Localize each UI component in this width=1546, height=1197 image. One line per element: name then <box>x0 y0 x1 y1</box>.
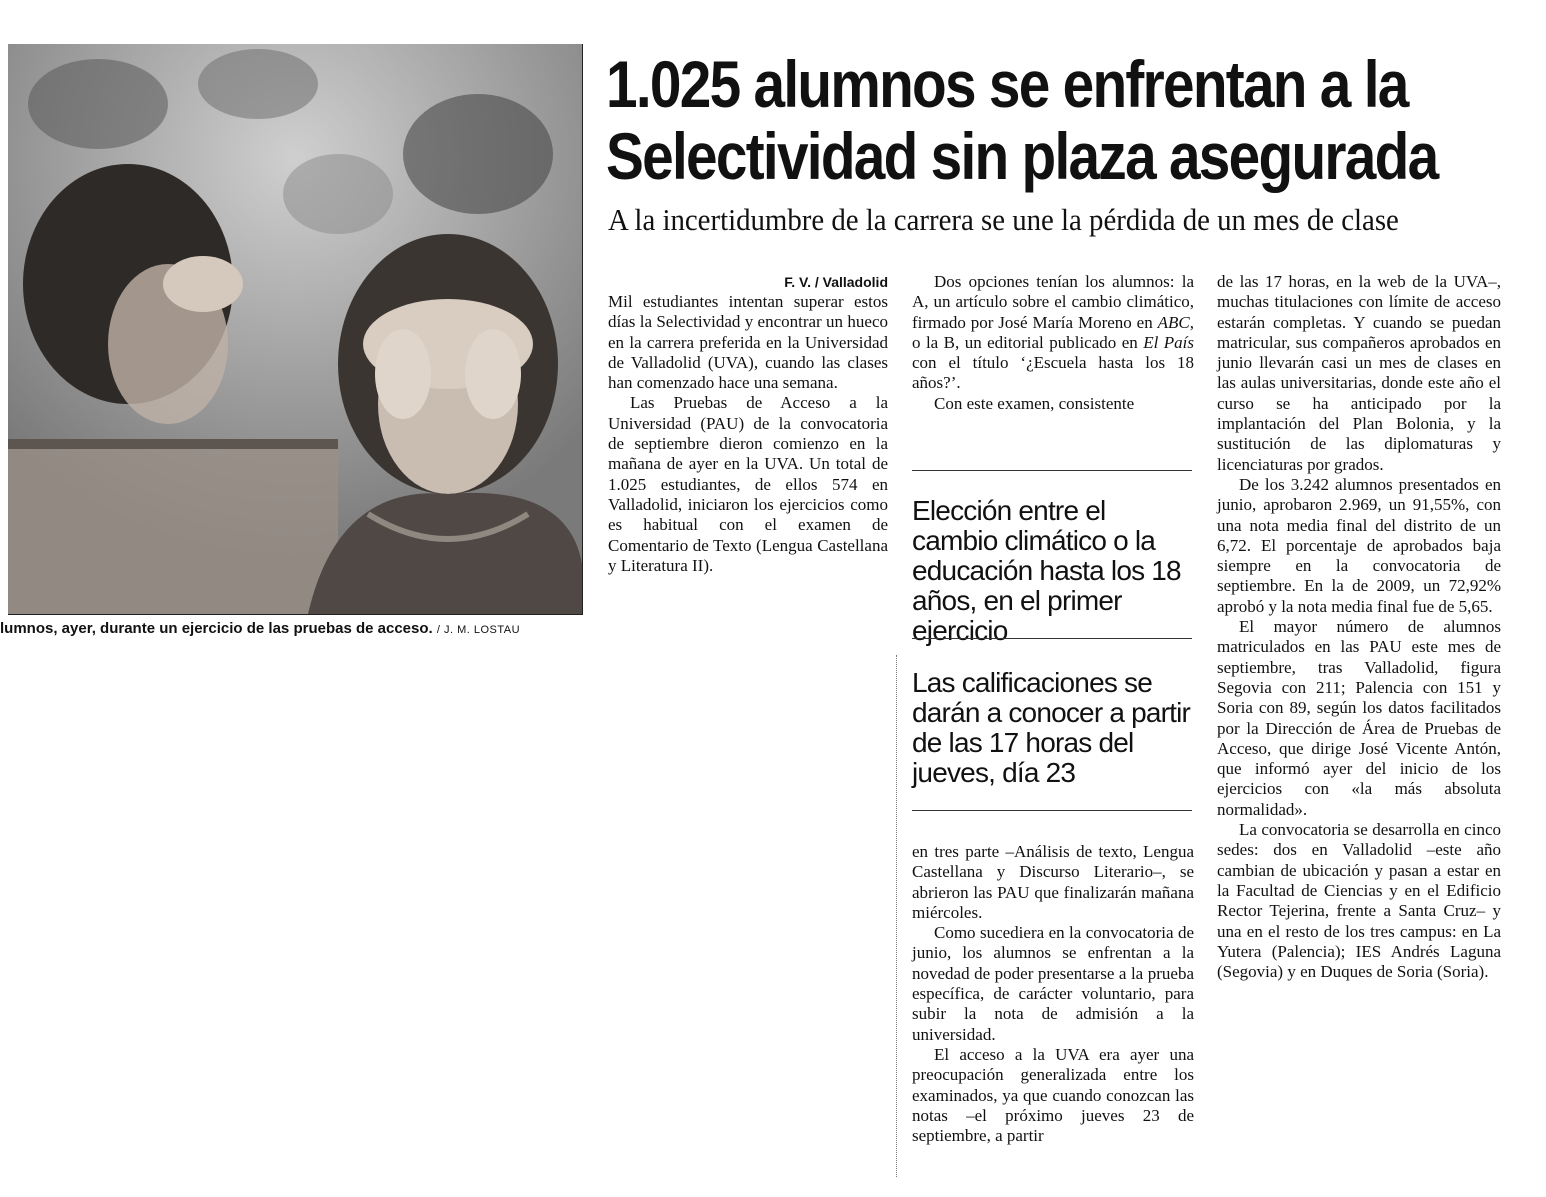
divider-rule <box>912 470 1192 471</box>
paragraph: El acceso a la UVA era ayer una preocupación generalizada entre los examinados, ya que cuando conozcan las notas –el próximo jueves 23 de septiembre, a partir <box>912 1044 1194 1146</box>
divider-rule <box>912 810 1192 811</box>
text-run: Dos opciones tenían los alumnos: la A, un artículo sobre el cambio climático, firmado por José María Moreno en <box>912 272 1194 332</box>
photo-caption <box>0 620 600 642</box>
subheadline: A la incertidumbre de la carrera se une la pérdida de un mes de clase <box>608 202 1399 237</box>
article-column-2-continued <box>912 842 1194 1146</box>
text-run: , o la B, un editorial publicado en <box>912 312 1194 352</box>
photo-credit: / J. M. LOSTAU <box>436 624 521 636</box>
paragraph: El mayor número de alumnos matriculados en las PAU este mes de septiembre, tras Valladolid, figura Segovia con 211; Palencia con 151 y Soria con 89, según los datos facilitados por la Dirección de Área de Pruebas de Acceso, que dirige José Vicente Antón, que informó ayer del inicio de los ejercicios con «la más absoluta normalidad». <box>1217 617 1501 819</box>
paragraph: en tres parte –Análisis de texto, Lengua Castellana y Discurso Literario–, se abrieron las PAU que finalizarán mañana miércoles. <box>912 842 1194 922</box>
paragraph: Mil estudiantes intentan superar estos días la Selectividad y encontrar un hueco en la carrera preferida en la Universidad de Valladolid (UVA), cuando las clases han comenzado hace una semana. <box>608 292 888 393</box>
headline-line-1: 1.025 alumnos se enfrentan a la <box>606 47 1408 121</box>
paragraph: La convocatoria se desarrolla en cinco sedes: dos en Valladolid –este año cambian de ubicación y pasan a estar en la Facultad de Ciencias y en el Edificio Rector Tejerina, frente a Santa Cruz– y una en el resto de los tres campus: en La Yutera (Palencia); IES Andrés Laguna (Segovia) y en Duques de Soria (Soria). <box>1217 820 1501 982</box>
pull-quote: Las calificaciones se darán a conocer a partir de las 17 horas del jueves, día 23 <box>912 667 1191 788</box>
publication-name: ABC <box>1157 312 1190 332</box>
column-divider <box>896 655 897 1177</box>
article-column-1 <box>608 272 888 576</box>
paragraph <box>912 272 1194 394</box>
photo-illustration <box>8 44 582 614</box>
headline-line-2: Selectividad sin plaza asegurada <box>606 119 1438 193</box>
paragraph: Con este examen, consistente <box>934 393 1135 413</box>
paragraph: Como sucediera en la convocatoria de junio, los alumnos se enfrentan a la novedad de poder presentarse a la prueba específica, de carácter voluntario, para subir la nota de admisión a la universidad. <box>912 923 1194 1044</box>
caption-text: lumnos, ayer, durante un ejercicio de las pruebas de acceso. <box>0 620 433 637</box>
pull-quote: Elección entre el cambio climático o la educación hasta los 18 años, en el primer ejercicio <box>912 495 1181 646</box>
paragraph: Las Pruebas de Acceso a la Universidad (PAU) de la convocatoria de septiembre dieron comienzo en la mañana de ayer en la UVA. Un total de 1.025 estudiantes, de ellos 574 en Valladolid, iniciaron los ejercicios como es habitual con el examen de Comentario de Texto (Lengua Castellana y Literatura II). <box>608 393 888 575</box>
divider-rule <box>912 638 1192 639</box>
article-column-2 <box>912 272 1194 414</box>
byline: F. V. / Valladolid <box>784 274 888 290</box>
headline <box>606 47 1438 193</box>
news-photo <box>8 44 583 615</box>
text-run: con el título ‘¿Escuela hasta los 18 años?’. <box>912 353 1194 393</box>
paragraph: de las 17 horas, en la web de la UVA–, muchas titulaciones con límite de acceso estarán completas. Y cuando se puedan matricular, sus compañeros aprobados en junio llevarán casi un mes de clases en las aulas universitarias, donde este año el curso se ha anticipado por la implantación del Plan Bolonia, y la sustitución de las diplomaturas y licenciaturas por grados. <box>1217 272 1501 474</box>
article-column-3 <box>1217 272 1501 982</box>
paragraph: De los 3.242 alumnos presentados en junio, aprobaron 2.969, un 91,55%, con una nota media final del distrito de un 6,72. El porcentaje de aprobados baja siempre en la convocatoria de septiembre. En la de 2009, un 72,92% aprobó y la nota media final fue de 5,65. <box>1217 474 1501 616</box>
publication-name: El País <box>1143 332 1194 352</box>
